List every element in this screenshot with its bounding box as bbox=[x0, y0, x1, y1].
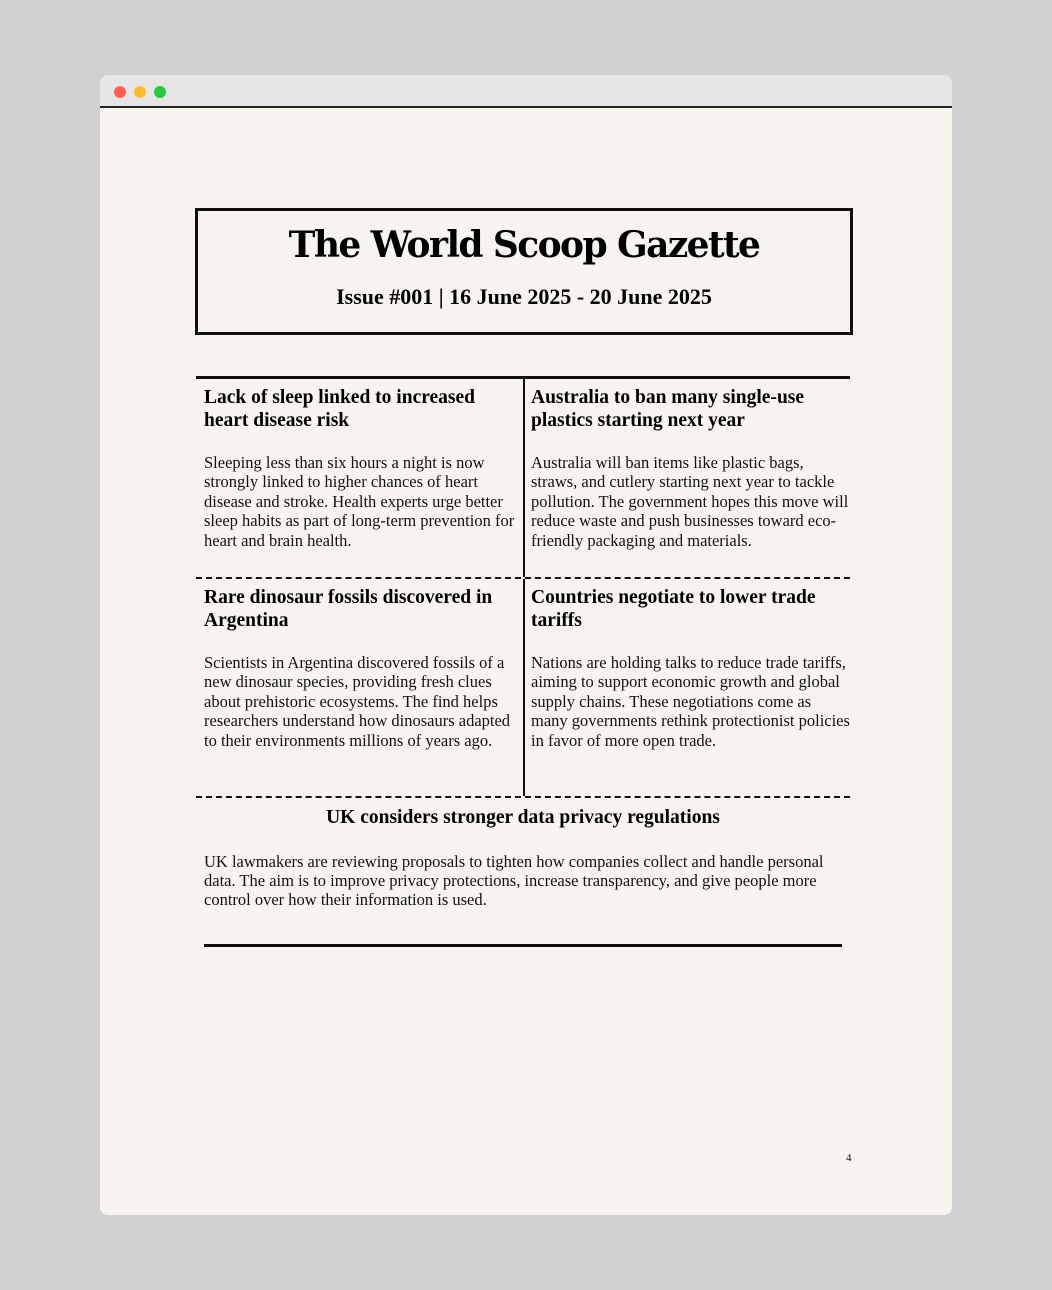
issue-line: Issue #001 | 16 June 2025 - 20 June 2025 bbox=[336, 284, 712, 309]
article-row bbox=[196, 579, 850, 796]
newspaper-title: The World Scoop Gazette bbox=[288, 224, 760, 266]
bottom-rule bbox=[204, 944, 842, 947]
article-grid bbox=[196, 376, 850, 910]
article-row bbox=[196, 379, 850, 577]
article bbox=[196, 798, 850, 910]
page-number: 4 bbox=[846, 1152, 852, 1164]
maximize-window-button[interactable] bbox=[154, 86, 166, 98]
article bbox=[196, 379, 523, 577]
article-body: UK lawmakers are reviewing proposals to tighten how companies collect and handle personal data. The aim is to improve privacy protections, increase transparency, and give people more control over how their information is used. bbox=[204, 851, 824, 910]
article bbox=[523, 579, 850, 796]
article-headline: Lack of sleep linked to increased heart disease risk bbox=[204, 387, 476, 431]
column-divider bbox=[523, 579, 525, 796]
window-titlebar bbox=[100, 75, 952, 108]
article-body: Nations are holding talks to reduce trade tariffs, aiming to support economic growth and global supply chains. These negotiations come as many governments rethink protectionist policies in favor of more open trade. bbox=[531, 653, 850, 750]
article-body: Australia will ban items like plastic bags, straws, and cutlery starting next year to tackle pollution. The government hopes this move will reduce waste and push businesses toward eco-friendly packaging and materials. bbox=[531, 453, 849, 550]
column-divider bbox=[523, 379, 525, 577]
article-body: Scientists in Argentina discovered fossils of a new dinosaur species, providing fresh clues about prehistoric ecosystems. The find helps researchers understand how dinosaurs adapted to their environments millions of years ago. bbox=[204, 653, 511, 750]
browser-window bbox=[100, 75, 952, 1215]
article-headline: UK considers stronger data privacy regulations bbox=[326, 807, 720, 828]
article-headline: Rare dinosaur fossils discovered in Argentina bbox=[204, 587, 493, 631]
article-body: Sleeping less than six hours a night is now strongly linked to higher chances of heart disease and stroke. Health experts urge better sleep habits as part of long-term prevention for heart and brain health. bbox=[204, 453, 515, 550]
minimize-window-button[interactable] bbox=[134, 86, 146, 98]
article-headline: Countries negotiate to lower trade tariffs bbox=[531, 587, 816, 631]
article-headline: Australia to ban many single-use plastics starting next year bbox=[531, 387, 805, 431]
masthead bbox=[195, 208, 853, 335]
close-window-button[interactable] bbox=[114, 86, 126, 98]
article bbox=[196, 579, 523, 796]
article bbox=[523, 379, 850, 577]
